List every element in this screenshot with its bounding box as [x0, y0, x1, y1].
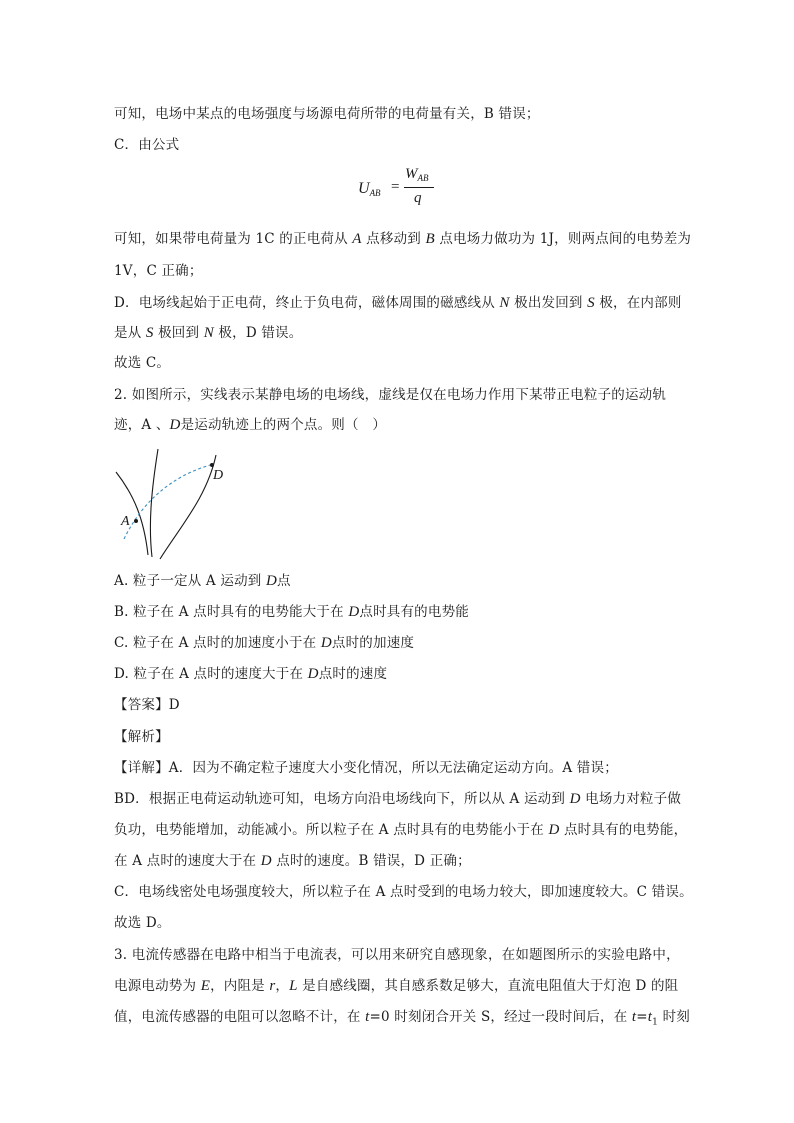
label-a: A: [121, 514, 130, 529]
option-c: C. 粒子在 A 点时的加速度小于在 D点时的加速度: [114, 635, 415, 651]
option-d: D. 粒子在 A 点时的速度大于在 D点时的速度: [114, 666, 388, 682]
question-2-line: 2. 如图所示，实线表示某静电场的电场线，虚线是仅在电场力作用下某带正电粒子的运动轨: [114, 387, 667, 403]
formula-uab: [358, 166, 438, 214]
trajectory-dashed: [124, 464, 214, 539]
question-2-line: 迹，A 、D是运动轨迹上的两个点。则（ ）: [114, 417, 387, 433]
detail-line: BD．根据正电荷运动轨迹可知，电场方向沿电场线向下，所以从 A 运动到 D 电场力对粒子做: [114, 791, 682, 807]
formula-numerator: $W_{AB}$: [405, 166, 429, 183]
point-a: [134, 519, 138, 523]
detail-line: 负功，电势能增加，动能减小。所以粒子在 A 点时具有的电势能小于在 D 点时具有的电势能，: [114, 822, 688, 838]
detail-line: 【详解】A．因为不确定粒子速度大小变化情况，所以无法确定运动方向。A 错误；: [114, 760, 618, 776]
text-span: 可知，电场中某点的电场强度与场源电荷所带的电荷量有关，B 错误；: [114, 106, 540, 122]
text-line: 故选 C。: [114, 355, 171, 371]
formula-lhs: $U_{AB}$: [358, 180, 381, 198]
text-span: C．由公式: [114, 137, 180, 153]
detail-line: 故选 D。: [114, 915, 171, 931]
point-d: [210, 463, 214, 467]
text-line: 1V，C 正确；: [114, 263, 203, 279]
text-line: [114, 135, 179, 155]
formula-equals: =: [391, 179, 400, 195]
question-3-line: 3. 电流传感器在电路中相当于电流表，可以用来研究自感现象，在如题图所示的实验电路中，: [114, 947, 680, 963]
fraction-bar: [404, 187, 434, 188]
text-line: 可知，如果带电荷量为 1C 的正电荷从 A 点移动到 B 点电场力做功为 1J，则两点间的电势差为: [114, 231, 692, 247]
option-a: A. 粒子一定从 A 运动到 D点: [114, 573, 291, 589]
detail-line: C．电场线密处电场强度较大，所以粒子在 A 点时受到的电场力较大，即加速度较大。C 错误。: [114, 884, 693, 900]
text-line: D．电场线起始于正电荷，终止于负电荷，磁体周围的磁感线从 N 极出发回到 S 极，在内部则: [114, 295, 682, 311]
question-3-line: 电源电动势为 E，内阻是 r，L 是自感线圈，其自感系数足够大，直流电阻值大于灯泡 D 的阻: [114, 978, 679, 994]
text-line: [114, 104, 540, 124]
analysis-label: 【解析】: [114, 729, 169, 745]
answer-label: 【答案】D: [114, 697, 180, 713]
option-b: B. 粒子在 A 点时具有的电势能大于在 D点时具有的电势能: [114, 604, 469, 620]
field-line-figure: [112, 447, 242, 562]
field-line-diagram: [112, 447, 242, 562]
question-3-line: 值，电流传感器的电阻可以忽略不计，在 t=0 时刻闭合开关 S，经过一段时间后，在 $t=t_1$ 时刻: [114, 1009, 691, 1028]
field-line: [160, 455, 216, 559]
text-line: 是从 S 极回到 N 极，D 错误。: [114, 325, 303, 341]
formula-denominator: q: [414, 190, 422, 206]
field-line: [150, 449, 158, 557]
detail-line: 在 A 点时的速度大于在 D 点时的速度。B 错误，D 正确；: [114, 853, 471, 869]
label-d: D: [213, 468, 224, 483]
